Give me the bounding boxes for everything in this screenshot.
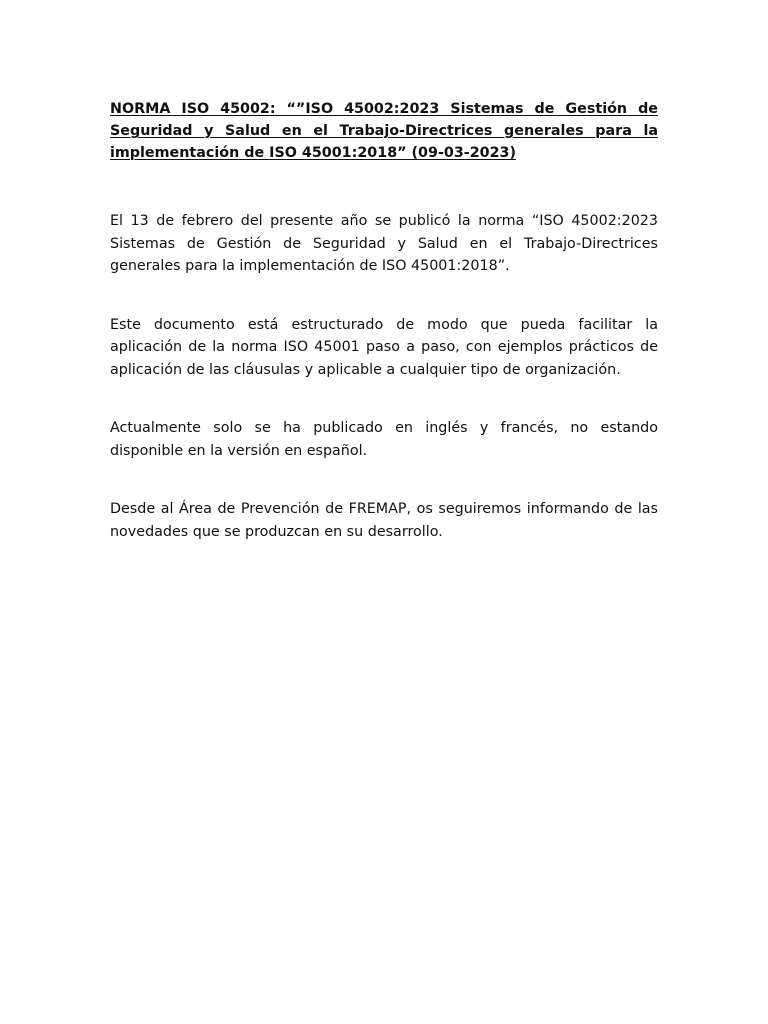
document-title: NORMA ISO 45002: “”ISO 45002:2023 Sistemas de Gestión de Seguridad y Salud en el Trabajo-Directrices generales para la implementación de ISO 45001:2018” (09-03-2023) bbox=[110, 101, 658, 161]
paragraph-publication-date: El 13 de febrero del presente año se publicó la norma “ISO 45002:2023 Sistemas de Gestión de Seguridad y Salud en el Trabajo-Directrices generales para la implementación de ISO 45001:2018”. bbox=[110, 213, 658, 274]
document-body bbox=[110, 98, 658, 543]
paragraph-closing-note: Desde al Área de Prevención de FREMAP, os seguiremos informando de las novedades que se produzcan en su desarrollo. bbox=[110, 501, 658, 540]
paragraph-document-structure: Este documento está estructurado de modo que pueda facilitar la aplicación de la norma ISO 45001 paso a paso, con ejemplos prácticos de aplicación de las cláusulas y aplicable a cualquier tipo de organización. bbox=[110, 316, 658, 378]
paragraph-availability: Actualmente solo se ha publicado en inglés y francés, no estando disponible en la versión en español. bbox=[110, 420, 658, 459]
